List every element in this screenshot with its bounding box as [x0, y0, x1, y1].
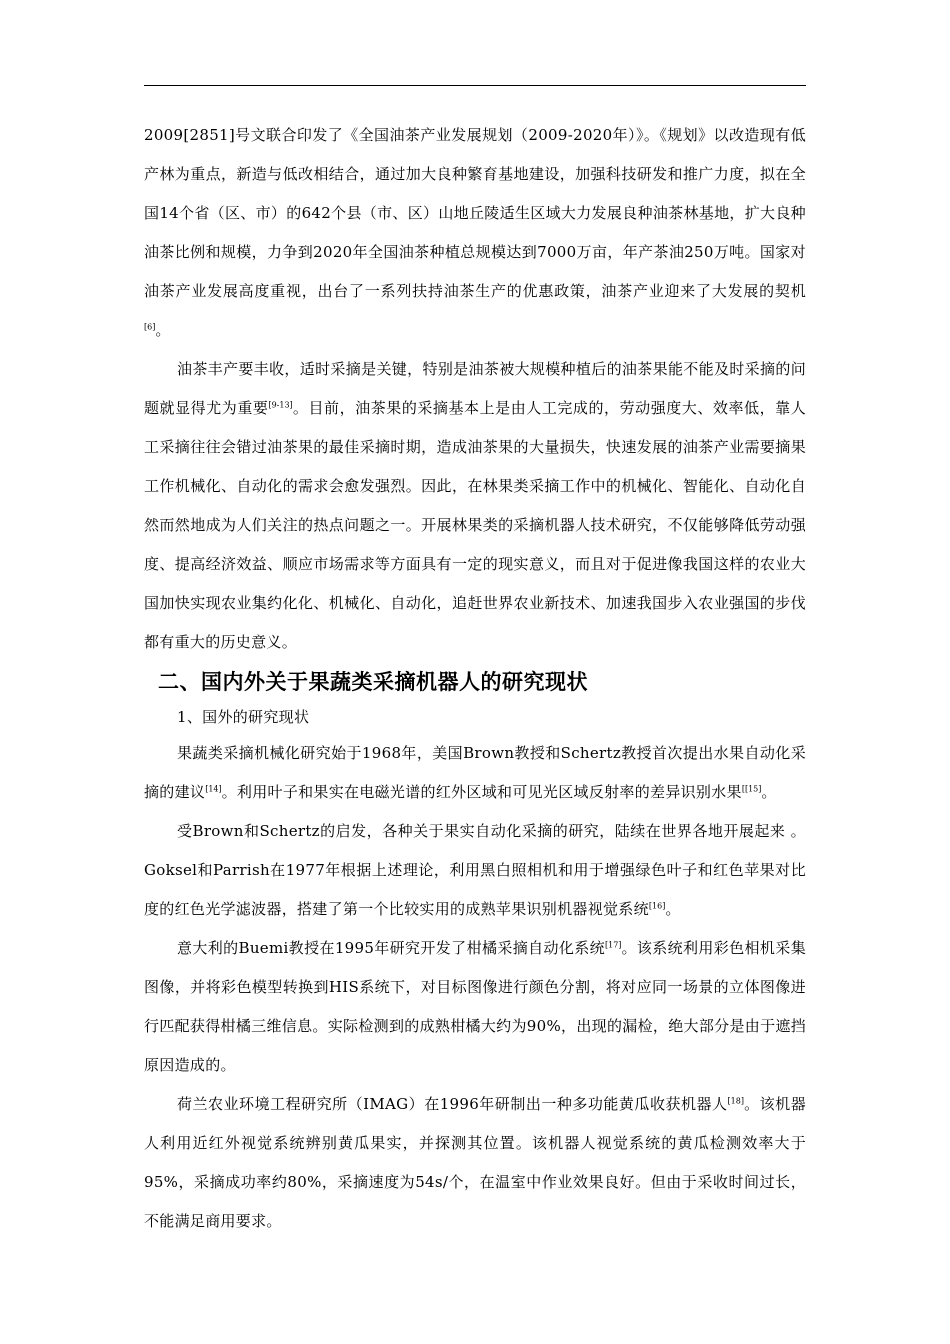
paragraph-1-tail: 。 [155, 321, 171, 339]
citation-16: [16] [648, 901, 666, 911]
subsection-heading: 1、国外的研究现状 [177, 708, 310, 726]
citation-6: [6] [144, 322, 156, 332]
citation-14: [14] [205, 784, 222, 794]
citation-15: [[15] [741, 784, 762, 794]
header-rule [144, 85, 806, 86]
paragraph-6 [144, 1085, 806, 1241]
paragraph-4-text-b: 。 [665, 900, 681, 918]
paragraph-3-text-a: 果蔬类采摘机械化研究始于1968年，美国Brown教授和Schertz教授首次提出水果自动化采摘的建议 [144, 744, 806, 801]
paragraph-2 [144, 350, 806, 662]
paragraph-1-text: 2009[2851]号文联合印发了《全国油茶产业发展规划（2009-2020年）》。《规划》以改造现有低产林为重点，新造与低改相结合，通过加大良种繁育基地建设，加强科技研发和推广力度，拟在全国14个省（区、市）的642个县（市、区）山地丘陵适生区域大力发展良种油茶林基地，扩大良种油茶比例和规模，力争到2020年全国油茶种植总规模达到7000万亩，年产茶油250万吨。国家对油茶产业发展高度重视，出台了一系列扶持油茶生产的优惠政策，油茶产业迎来了大发展的契机 [144, 126, 806, 300]
paragraph-2-text-a: 油茶丰产要丰收，适时采摘是关键，特别是油茶被大规模种植后的油茶果能不能及时采摘的问题就显得尤为重要 [144, 360, 806, 417]
paragraph-3 [144, 734, 806, 812]
paragraph-6-text-a: 荷兰农业环境工程研究所（IMAG）在1996年研制出一种多功能黄瓜收获机器人 [177, 1095, 728, 1113]
section-heading: 二、国内外关于果蔬类采摘机器人的研究现状 [158, 670, 588, 694]
paragraph-5-text-b: 。该系统利用彩色相机采集图像，并将彩色模型转换到HIS系统下，对目标图像进行颜色分割，将对应同一场景的立体图像进行匹配获得柑橘三维信息。实际检测到的成熟柑橘大约为90%，出现的漏检，绝大部分是由于遮挡原因造成的。 [144, 939, 806, 1074]
citation-9-13: [9-13] [268, 400, 293, 410]
paragraph-3-text-b: 。利用叶子和果实在电磁光谱的红外区域和可见光区域反射率的差异识别水果 [221, 783, 742, 801]
document-body [144, 116, 806, 1241]
paragraph-5-text-a: 意大利的Buemi教授在1995年研究开发了柑橘采摘自动化系统 [177, 939, 605, 957]
paragraph-2-text-b: 。目前，油茶果的采摘基本上是由人工完成的，劳动强度大、效率低，靠人工采摘往往会错过油茶果的最佳采摘时期，造成油茶果的大量损失，快速发展的油茶产业需要摘果工作机械化、自动化的需求会愈发强烈。因此，在林果类采摘工作中的机械化、智能化、自动化自然而然地成为人们关注的热点问题之一。开展林果类的采摘机器人技术研究，不仅能够降低劳动强度、提高经济效益、顺应市场需求等方面具有一定的现实意义，而且对于促进像我国这样的农业大国加快实现农业集约化化、机械化、自动化，追赶世界农业新技术、加速我国步入农业强国的步伐都有重大的历史意义。 [144, 399, 807, 651]
paragraph-5 [144, 929, 806, 1085]
citation-18: [18] [727, 1096, 744, 1106]
paragraph-3-text-c: 。 [761, 783, 777, 801]
paragraph-6-text-b: 。该机器人利用近红外视觉系统辨别黄瓜果实，并探测其位置。该机器人视觉系统的黄瓜检测效率大于95%，采摘成功率约80%，采摘速度为54s/个，在温室中作业效果良好。但由于采收时间过长，不能满足商用要求。 [144, 1095, 806, 1230]
paragraph-1 [144, 116, 806, 350]
citation-17: [17] [605, 940, 622, 950]
paragraph-4-text-a: 受Brown和Schertz的启发，各种关于果实自动化采摘的研究，陆续在世界各地开展起来 。Goksel和Parrish在1977年根据上述理论，利用黑白照相机和用于增强绿色叶子和红色苹果对比度的红色光学滤波器，搭建了第一个比较实用的成熟苹果识别机器视觉系统 [144, 822, 806, 918]
paragraph-4 [144, 812, 806, 929]
